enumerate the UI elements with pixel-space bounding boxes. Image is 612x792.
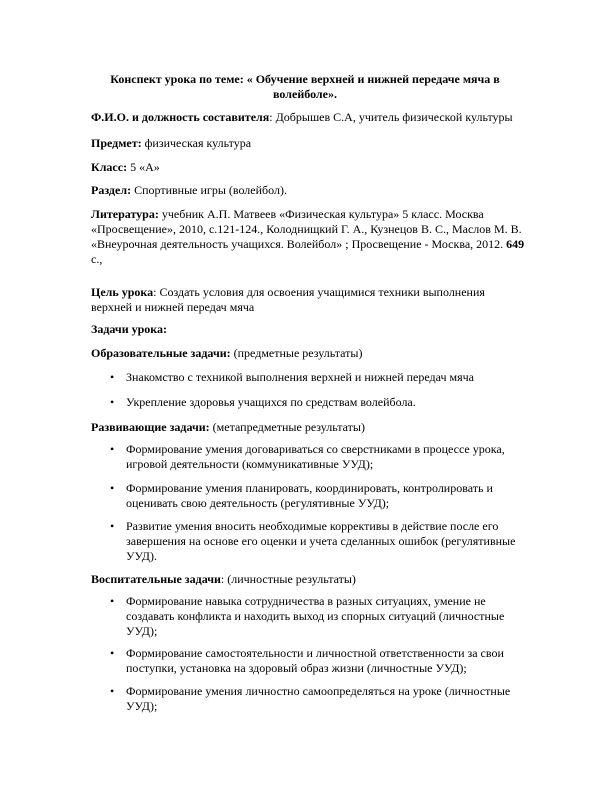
literature-label: Литература: bbox=[91, 207, 159, 221]
author-line bbox=[91, 110, 531, 125]
section-value: Спортивные игры (волейбол). bbox=[131, 183, 287, 197]
section-line bbox=[91, 183, 531, 198]
educational-label: Образовательные задачи: bbox=[91, 346, 231, 360]
goal-paragraph bbox=[91, 285, 511, 315]
developing-label: Развивающие задачи: bbox=[91, 420, 210, 434]
tasks-heading: Задачи урока: bbox=[91, 322, 168, 336]
goal-text: : Создать условия для освоения учащимися техники выполнения верхней и нижней передач мяча bbox=[91, 285, 485, 314]
subject-line bbox=[91, 136, 531, 151]
list-item-text: Развитие умения вносить необходимые коррективы в действие после его завершения на основе его оценки и учета сделанных ошибок (регулятивные УУД). bbox=[126, 519, 516, 563]
literature-text: учебник А.П. Матвеев «Физическая культура» 5 класс. Москва «Просвещение», 2010, с.121-124., Колоднищкий Г. А., Кузнецов В. С., Маслов М. В. «Внеурочная деятельность учащихся. Волейбол» ; Просвещение - Москва, 2012. bbox=[91, 207, 522, 251]
grade-line bbox=[91, 160, 531, 175]
bullet-icon: • bbox=[110, 646, 115, 660]
goal-label: Цель урока bbox=[91, 285, 154, 299]
upbringing-label: Воспитательные задачи bbox=[91, 572, 221, 586]
bullet-icon: • bbox=[110, 594, 115, 608]
author-label: Ф.И.О. и должность составителя bbox=[91, 110, 270, 124]
bullet-icon: • bbox=[110, 442, 115, 456]
lesson-title: Конспект урока по теме: « Обучение верхней и нижней передаче мяча в волейболе». bbox=[110, 72, 500, 101]
literature-paragraph bbox=[91, 207, 529, 267]
list-item-text: Формирование умения личностно самоопределяться на уроке (личностные УУД); bbox=[126, 684, 511, 713]
subject-label: Предмет: bbox=[91, 136, 142, 150]
grade-value: 5 «А» bbox=[127, 160, 160, 174]
list-item-text: Формирование навыка сотрудничества в разных ситуациях, умение не создавать конфликта и находить выход из спорных ситуаций (личностные УУД); bbox=[126, 594, 505, 638]
section-label: Раздел: bbox=[91, 183, 132, 197]
list-item-text: Формирование умения договариваться со сверстниками в процессе урока, игровой деятельности (коммуникативные УУД); bbox=[126, 442, 505, 471]
developing-heading bbox=[91, 420, 531, 435]
bullet-icon: • bbox=[110, 519, 115, 533]
bullet-icon: • bbox=[110, 684, 115, 698]
bullet-icon: • bbox=[110, 370, 115, 384]
educational-note: (предметные результаты) bbox=[230, 346, 363, 360]
subject-value: физическая культура bbox=[141, 136, 252, 150]
upbringing-note: : (личностные результаты) bbox=[220, 572, 356, 586]
list-item-text: Формирование умения планировать, координировать, контролировать и оценивать свою деятельность (регулятивные УУД); bbox=[126, 481, 493, 510]
list-item-text: Знакомство с техникой выполнения верхней и нижней передач мяча bbox=[126, 370, 475, 384]
bullet-icon: • bbox=[110, 395, 115, 409]
developing-note: (метапредметные результаты) bbox=[209, 420, 365, 434]
educational-heading bbox=[91, 346, 531, 361]
literature-pages-suffix: с., bbox=[91, 252, 103, 266]
author-value: : Добрышев С.А, учитель физической культуры bbox=[269, 110, 513, 124]
upbringing-heading bbox=[91, 572, 531, 587]
grade-label: Класс: bbox=[91, 160, 128, 174]
bullet-icon: • bbox=[110, 481, 115, 495]
list-item-text: Формирование самостоятельности и личностной ответственности за свои поступки, установка на здоровый образ жизни (личностные УУД); bbox=[126, 646, 504, 675]
literature-pages: 649 bbox=[506, 237, 525, 251]
list-item-text: Укрепление здоровья учащихся по средствам волейбола. bbox=[126, 395, 416, 409]
